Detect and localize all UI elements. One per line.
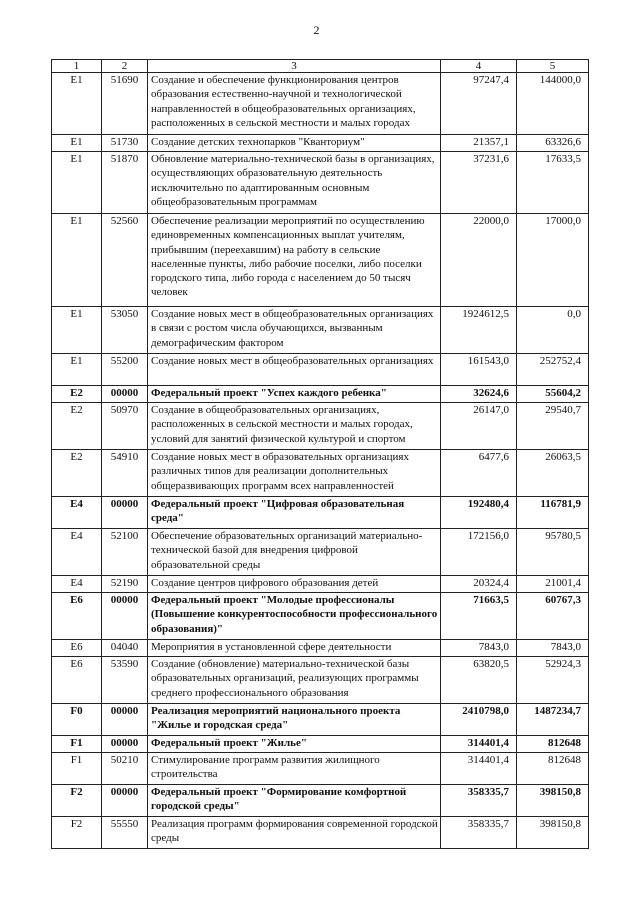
cell-subcode: 52100 (102, 529, 148, 576)
cell-subcode: 53050 (102, 307, 148, 354)
cell-name: Мероприятия в установленной сфере деятельности (148, 640, 441, 657)
cell-code: F1 (52, 753, 102, 785)
cell-code: E1 (52, 354, 102, 386)
cell-subcode: 50210 (102, 753, 148, 785)
cell-value-2: 63326,6 (517, 135, 589, 152)
budget-table (51, 59, 589, 849)
cell-code: F2 (52, 785, 102, 817)
table-row (52, 593, 589, 640)
cell-value-1: 314401,4 (441, 736, 517, 753)
cell-value-1: 161543,0 (441, 354, 517, 386)
cell-name: Обеспечение образовательных организаций материально-технической базой для внедрения цифровой образовательной среды (148, 529, 441, 576)
cell-value-2: 26063,5 (517, 450, 589, 497)
table-row (52, 354, 589, 386)
table-row (52, 497, 589, 529)
cell-value-1: 63820,5 (441, 657, 517, 704)
cell-code: E2 (52, 386, 102, 403)
cell-code: E1 (52, 135, 102, 152)
cell-subcode: 50970 (102, 403, 148, 450)
cell-value-2: 7843,0 (517, 640, 589, 657)
cell-value-2: 17633,5 (517, 152, 589, 214)
cell-code: F0 (52, 704, 102, 736)
cell-name: Федеральный проект "Жилье" (148, 736, 441, 753)
cell-subcode: 00000 (102, 785, 148, 817)
cell-value-2: 55604,2 (517, 386, 589, 403)
column-header: 3 (148, 60, 441, 73)
cell-value-2: 21001,4 (517, 576, 589, 593)
cell-name: Создание и обеспечение функционирования центров образования естественно-научной и технологической направленностей в общеобразовательных организациях, расположенных в сельской местности и малых городах (148, 73, 441, 135)
cell-code: E2 (52, 403, 102, 450)
cell-subcode: 55550 (102, 817, 148, 849)
table-row (52, 135, 589, 152)
cell-code: E6 (52, 657, 102, 704)
cell-code: E2 (52, 450, 102, 497)
cell-name: Стимулирование программ развития жилищного строительства (148, 753, 441, 785)
cell-value-1: 21357,1 (441, 135, 517, 152)
cell-value-1: 32624,6 (441, 386, 517, 403)
cell-subcode: 52560 (102, 214, 148, 307)
cell-value-1: 314401,4 (441, 753, 517, 785)
cell-code: F1 (52, 736, 102, 753)
cell-name: Федеральный проект "Цифровая образовательная среда" (148, 497, 441, 529)
table-row (52, 576, 589, 593)
cell-value-2: 1487234,7 (517, 704, 589, 736)
cell-subcode: 04040 (102, 640, 148, 657)
table-row (52, 450, 589, 497)
column-header: 2 (102, 60, 148, 73)
cell-value-1: 26147,0 (441, 403, 517, 450)
cell-name: Создание новых мест в образовательных организациях различных типов для реализации дополнительных общеразвивающих программ всех направленностей (148, 450, 441, 497)
cell-name: Обеспечение реализации мероприятий по осуществлению единовременных компенсационных выплат учителям, прибывшим (переехавшим) на работу в сельские населенные пункты, либо рабочие поселки, либо поселки городского типа, либо города с населением до 50 тысяч человек (148, 214, 441, 307)
cell-code: E1 (52, 152, 102, 214)
cell-value-1: 358335,7 (441, 785, 517, 817)
cell-value-1: 1924612,5 (441, 307, 517, 354)
table-row (52, 736, 589, 753)
cell-code: E4 (52, 497, 102, 529)
table-row (52, 704, 589, 736)
cell-value-2: 29540,7 (517, 403, 589, 450)
cell-value-1: 7843,0 (441, 640, 517, 657)
table-row (52, 386, 589, 403)
cell-name: Создание детских технопарков "Кванториум" (148, 135, 441, 152)
cell-value-1: 2410798,0 (441, 704, 517, 736)
table-row (52, 785, 589, 817)
page-number: 2 (313, 23, 320, 37)
cell-subcode: 52190 (102, 576, 148, 593)
cell-value-1: 71663,5 (441, 593, 517, 640)
cell-subcode: 54910 (102, 450, 148, 497)
table-row (52, 73, 589, 135)
cell-value-2: 812648 (517, 736, 589, 753)
cell-value-2: 398150,8 (517, 817, 589, 849)
cell-code: E4 (52, 576, 102, 593)
cell-value-1: 20324,4 (441, 576, 517, 593)
cell-value-1: 37231,6 (441, 152, 517, 214)
cell-value-2: 52924,3 (517, 657, 589, 704)
table-row (52, 152, 589, 214)
cell-name: Создание новых мест в общеобразовательных организациях (148, 354, 441, 386)
cell-value-1: 22000,0 (441, 214, 517, 307)
cell-subcode: 00000 (102, 497, 148, 529)
cell-value-2: 116781,9 (517, 497, 589, 529)
cell-name: Создание в общеобразовательных организациях, расположенных в сельской местности и малых городах, условий для занятий физической культурой и спортом (148, 403, 441, 450)
cell-subcode: 00000 (102, 593, 148, 640)
cell-name: Реализация мероприятий национального проекта "Жилье и городская среда" (148, 704, 441, 736)
cell-value-2: 812648 (517, 753, 589, 785)
cell-name: Создание (обновление) материально-технической базы образовательных организаций, реализующих программы среднего профессионального образования (148, 657, 441, 704)
cell-code: E1 (52, 214, 102, 307)
table-row (52, 214, 589, 307)
cell-subcode: 53590 (102, 657, 148, 704)
column-header: 5 (517, 60, 589, 73)
cell-code: E6 (52, 640, 102, 657)
cell-subcode: 00000 (102, 736, 148, 753)
cell-name: Создание центров цифрового образования детей (148, 576, 441, 593)
cell-value-2: 144000,0 (517, 73, 589, 135)
column-header: 1 (52, 60, 102, 73)
cell-code: E6 (52, 593, 102, 640)
cell-code: E4 (52, 529, 102, 576)
table-row (52, 403, 589, 450)
table-header-row (52, 60, 589, 73)
cell-value-2: 252752,4 (517, 354, 589, 386)
cell-value-2: 398150,8 (517, 785, 589, 817)
cell-code: F2 (52, 817, 102, 849)
cell-subcode: 00000 (102, 704, 148, 736)
cell-value-1: 172156,0 (441, 529, 517, 576)
cell-value-2: 0,0 (517, 307, 589, 354)
cell-value-1: 97247,4 (441, 73, 517, 135)
table-row (52, 817, 589, 849)
cell-subcode: 00000 (102, 386, 148, 403)
cell-name: Федеральный проект "Формирование комфортной городской среды" (148, 785, 441, 817)
table-row (52, 640, 589, 657)
cell-subcode: 51870 (102, 152, 148, 214)
cell-subcode: 55200 (102, 354, 148, 386)
cell-value-1: 6477,6 (441, 450, 517, 497)
cell-name: Реализация программ формирования современной городской среды (148, 817, 441, 849)
cell-value-2: 60767,3 (517, 593, 589, 640)
cell-name: Федеральный проект "Успех каждого ребенка" (148, 386, 441, 403)
table-row (52, 529, 589, 576)
cell-name: Обновление материально-технической базы в организациях, осуществляющих образовательную деятельность исключительно по адаптированным основным общеобразовательным программам (148, 152, 441, 214)
cell-code: E1 (52, 73, 102, 135)
table-row (52, 753, 589, 785)
table-row (52, 657, 589, 704)
table-body (52, 73, 589, 849)
cell-subcode: 51690 (102, 73, 148, 135)
cell-value-1: 358335,7 (441, 817, 517, 849)
cell-name: Создание новых мест в общеобразовательных организациях в связи с ростом числа обучающихся, вызванным демографическим фактором (148, 307, 441, 354)
cell-value-2: 95780,5 (517, 529, 589, 576)
cell-code: E1 (52, 307, 102, 354)
column-header: 4 (441, 60, 517, 73)
table-row (52, 307, 589, 354)
cell-value-1: 192480,4 (441, 497, 517, 529)
cell-name: Федеральный проект "Молодые профессионалы (Повышение конкурентоспособности профессионального образования)" (148, 593, 441, 640)
cell-subcode: 51730 (102, 135, 148, 152)
cell-value-2: 17000,0 (517, 214, 589, 307)
